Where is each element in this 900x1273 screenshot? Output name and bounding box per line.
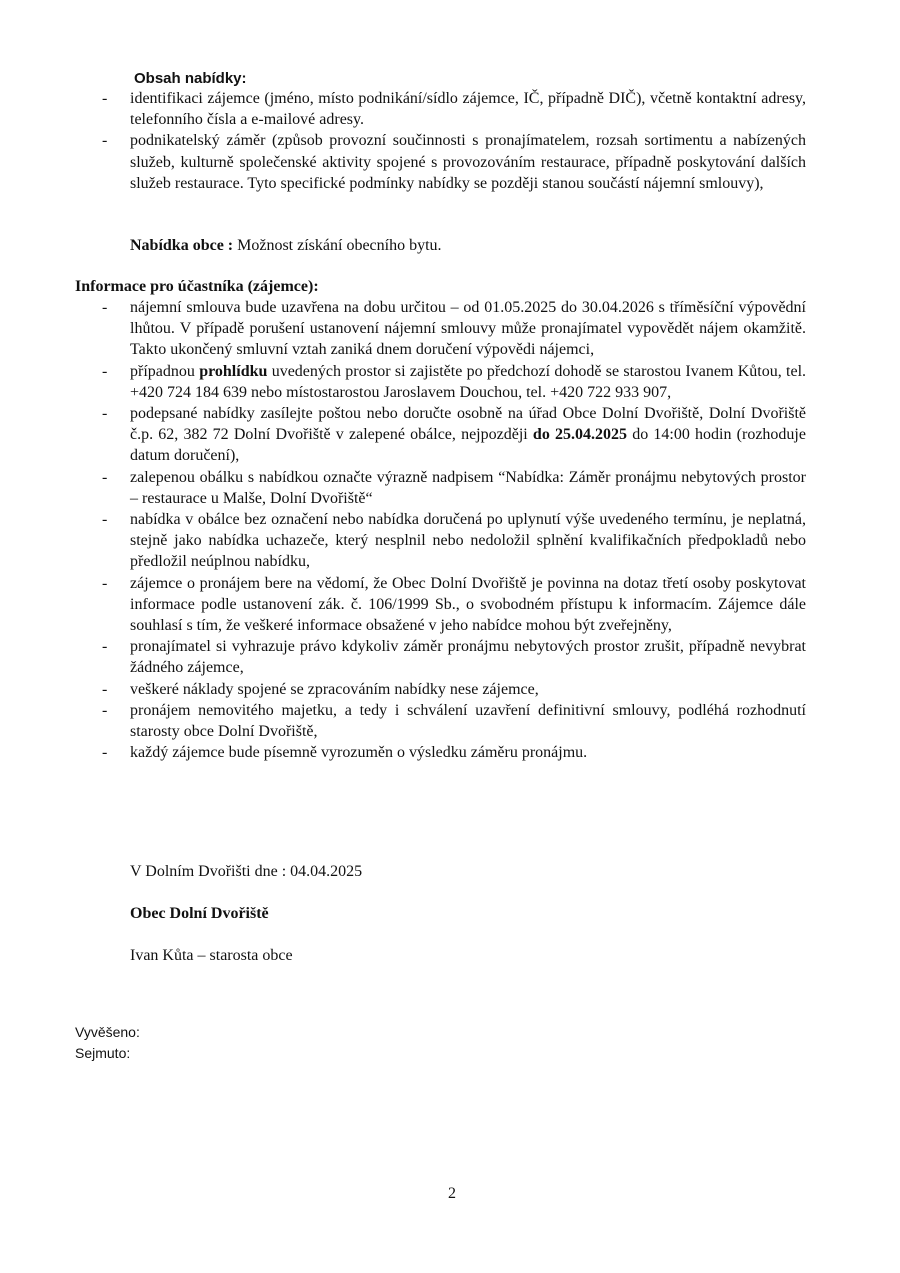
list-item (0, 509, 900, 573)
removed-label: Sejmuto: (75, 1045, 131, 1061)
list-bullet: - (102, 405, 108, 423)
list-bullet: - (102, 744, 108, 762)
list-item (0, 88, 900, 130)
list-item (0, 467, 900, 509)
list-item (0, 679, 900, 700)
municipality-offer-text: Možnost získání obecního bytu. (233, 237, 442, 254)
list-item-text: uvedených prostor si zajistěte po předchozí dohodě se starostou Ivanem Kůtou, tel. +420 724 184 639 nebo místostarostou Jaroslavem Douchou, tel. +420 722 933 907, (130, 362, 807, 401)
list-item-text: pronajímatel si vyhrazuje právo kdykoliv záměr pronájmu nebytových prostor zrušit, případně nevybrat žádného zájemce, (130, 638, 806, 677)
list-bullet: - (102, 299, 108, 316)
signature-person: Ivan Kůta – starosta obce (130, 947, 293, 964)
list-item-text: případnou (130, 362, 200, 380)
list-item-text: identifikaci zájemce (jméno, místo podnikání/sídlo zájemce, IČ, případně DIČ), včetně kontaktní adresy, telefonního čísla a e-mailové adresy. (130, 90, 806, 129)
list-bullet: - (102, 362, 108, 380)
list-item-text: veškeré náklady spojené se zpracováním nabídky nese zájemce, (130, 680, 539, 698)
list-item (0, 742, 900, 763)
offer-content-list (0, 88, 900, 194)
signature-organization: Obec Dolní Dvořiště (130, 905, 269, 922)
list-item (0, 361, 900, 403)
list-item (0, 636, 900, 678)
municipality-offer-label: Nabídka obce : (130, 237, 234, 254)
list-bullet: - (102, 638, 108, 656)
list-item-text: zalepenou obálku s nabídkou označte výrazně nadpisem “Nabídka: Záměr pronájmu nebytových prostor – restaurace u Malše, Dolní Dvořiště“ (130, 468, 806, 507)
list-item-text: zájemce o pronájem bere na vědomí, že Obec Dolní Dvořiště je povinna na dotaz třetí osoby poskytovat informace podle ustanovení zák. č. 106/1999 Sb., o svobodném přístupu k informacím. Zájemce dále souhlasí s tím, že veškeré informace obsažené v jeho nabídce mohou být zveřejněny, (130, 574, 806, 635)
list-bullet: - (102, 90, 108, 107)
list-bullet: - (102, 511, 108, 529)
list-item-text: podnikatelský záměr (způsob provozní součinnosti s pronajímatelem, rozsah sortimentu a nabízených služeb, kulturně společenské aktivity spojené s provozováním restaurace, případně poskytování dalších služeb restaurace. Tyto specifické podmínky nabídky se později stanou součástí nájemní smlouvy), (130, 132, 806, 192)
posted-label: Vyvěšeno: (75, 1024, 140, 1040)
list-item (0, 403, 900, 467)
list-item (0, 573, 900, 637)
list-item (0, 297, 900, 361)
list-bullet: - (102, 468, 108, 486)
list-item-text: každý zájemce bude písemně vyrozuměn o výsledku záměru pronájmu. (130, 744, 588, 762)
list-item (0, 700, 900, 742)
offer-content-heading: Obsah nabídky: (134, 70, 247, 87)
list-item-text: do 14:00 hodin (rozhoduje datum doručení), (130, 426, 806, 465)
list-item-text: pronájem nemovitého majetku, a tedy i schválení uzavření definitivní smlouvy, podléhá rozhodnutí starosty obce Dolní Dvořiště, (130, 701, 806, 741)
list-item-text: nabídka v obálce bez označení nebo nabídka doručená po uplynutí výše uvedeného termínu, je neplatná, stejně jako nabídka uchazeče, který nesplnil nebo nedoložil splnění kvalifikačních předpokladů nebo předložil neúplnou nabídku, (130, 511, 806, 571)
list-bullet: - (102, 701, 108, 719)
list-bullet: - (102, 574, 108, 592)
list-item-text: podepsané nabídky zasílejte poštou nebo doručte osobně na úřad Obce Dolní Dvořiště, Dolní Dvořiště č.p. 62, 382 72 Dolní Dvořiště v zalepené obálce, nejpozději (130, 405, 806, 444)
participant-info-heading: Informace pro účastníka (zájemce): (75, 278, 319, 295)
list-bullet: - (102, 132, 108, 150)
list-item (0, 130, 900, 194)
municipality-offer (130, 235, 442, 256)
list-item-text: nájemní smlouva bude uzavřena na dobu určitou – od 01.05.2025 do 30.04.2026 s tříměsíční výpovědní lhůtou. V případě porušení ustanovení nájemní smlouvy může pronajímatel vypovědět nájem okamžitě. Takto ukončený smluvní vztah zaniká dnem doručení výpovědi nájemci, (130, 299, 806, 359)
deadline-emphasis: do 25.04.2025 (532, 426, 628, 444)
inspection-emphasis: prohlídku (199, 362, 268, 380)
page-number: 2 (448, 1185, 456, 1202)
list-bullet: - (102, 680, 108, 698)
participant-info-list (0, 297, 900, 763)
place-date: V Dolním Dvořišti dne : 04.04.2025 (130, 863, 363, 880)
